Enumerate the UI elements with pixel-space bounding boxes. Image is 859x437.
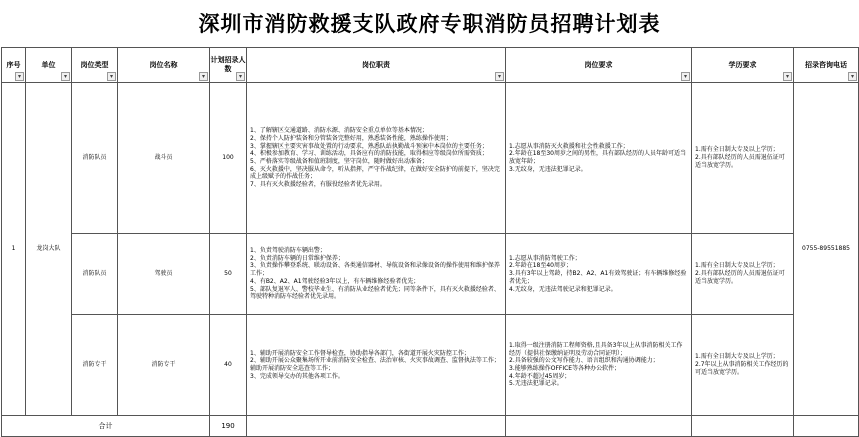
empty-cell[interactable] <box>506 416 692 437</box>
duties-cell[interactable] <box>247 234 506 315</box>
cell-line: 5、部队复退军人、警校毕业生、有消防从业经验者优先；同等条件下，具有灭火救援经验者、驾驶特种消防车经验者优先录用。 <box>250 285 500 301</box>
education-cell[interactable] <box>692 315 794 416</box>
cell-line: 3、负责操作攀登系统、联动设备、各类通信器材、导航设备和录像设备的操作使用和维护保养工作； <box>250 262 500 278</box>
filter-dropdown-icon[interactable]: ▾ <box>15 72 24 81</box>
unit-cell[interactable]: 龙岗大队 <box>26 83 72 416</box>
cell-line: 1、负责驾驶消防车辆出警； <box>250 247 326 255</box>
cell-line: 6、灭火救援中，坚决服从命令，听从指挥，严守作战纪律，在做好安全防护的前提下，坚决完成上级赋予的作战任务； <box>250 165 500 181</box>
cell-line: 2、辅助开展公众聚集场所开业前消防安全检查、法治审核、火灾事故调查、监督执法等工作；辅助开展消防安全巡查等工作； <box>250 357 500 372</box>
col-header-requirements[interactable]: 岗位要求 ▾ <box>506 48 692 83</box>
total-count-cell[interactable]: 190 <box>210 416 247 437</box>
count-cell[interactable]: 100 <box>210 83 247 234</box>
recruitment-table <box>1 47 859 437</box>
page-title: 深圳市消防救援支队政府专职消防员招聘计划表 <box>198 11 661 36</box>
total-label-cell[interactable]: 合计 <box>2 416 210 437</box>
cell-line: 2、保持个人防护装备和分管装备完整好用，熟悉装备性能，熟练操作使用； <box>250 134 452 142</box>
col-header-unit[interactable]: 单位 ▾ <box>26 48 72 83</box>
cell-line: 1.需有全日制大专及以上学历； <box>695 353 779 361</box>
col-header-name[interactable]: 岗位名称 ▾ <box>118 48 210 83</box>
table-row <box>2 83 859 234</box>
table-row <box>2 234 859 315</box>
filter-dropdown-icon[interactable]: ▾ <box>199 72 208 81</box>
empty-cell[interactable] <box>692 416 794 437</box>
seq-cell[interactable]: 1 <box>2 83 26 416</box>
cell-line: 4.无纹身，无违法驾驶记录和犯罪记录。 <box>509 285 617 293</box>
post-name-cell[interactable]: 驾驶员 <box>118 234 210 315</box>
filter-dropdown-icon[interactable]: ▾ <box>783 72 792 81</box>
cell-line: 2.年龄在18至30周岁之间的男性，具有部队经历的人员年龄可适当放宽年龄； <box>509 150 686 165</box>
col-header-phone[interactable]: 招录咨询电话 ▾ <box>794 48 859 83</box>
cell-line: 1.志愿从事消防灭火救援和社会性救援工作； <box>509 142 629 150</box>
col-header-type[interactable]: 岗位类型 ▾ <box>72 48 118 83</box>
col-header-count[interactable]: 计划招录人数 ▾ <box>210 48 247 83</box>
count-cell[interactable]: 40 <box>210 315 247 416</box>
cell-line: 2.年龄在18至40周岁； <box>509 262 572 270</box>
duties-cell[interactable] <box>247 83 506 234</box>
empty-cell[interactable] <box>794 416 859 437</box>
type-cell[interactable]: 消防队员 <box>72 234 118 315</box>
requirements-cell[interactable] <box>506 234 692 315</box>
cell-line: 4.年龄不超过45周岁； <box>509 372 571 380</box>
education-cell[interactable] <box>692 83 794 234</box>
cell-line: 5、严格落实等级战备和值班制度，坚守岗位，随时做好出动准备； <box>250 158 428 165</box>
education-cell[interactable] <box>692 234 794 315</box>
total-row <box>2 416 859 437</box>
post-name-cell[interactable]: 战斗员 <box>118 83 210 234</box>
cell-line: 2.7年以上从事消防相关工作经历的可适当放宽学历。 <box>695 361 789 376</box>
filter-dropdown-icon[interactable]: ▾ <box>236 72 245 81</box>
filter-dropdown-icon[interactable]: ▾ <box>681 72 690 81</box>
table-row <box>2 315 859 416</box>
empty-cell[interactable] <box>247 416 506 437</box>
cell-line: 3.无纹身，无违法犯罪记录。 <box>509 165 587 173</box>
cell-line: 2、负责消防车辆的日常维护保养； <box>250 254 344 262</box>
cell-line: 1.需有全日制大专及以上学历； <box>695 262 779 270</box>
col-header-duties[interactable]: 岗位职责 ▾ <box>247 48 506 83</box>
cell-line: 2.具有部队经历的人员需退伍证可适当放宽学历。 <box>695 154 785 169</box>
cell-line: 2.具有部队经历的人员需退伍证可适当放宽学历。 <box>695 270 785 285</box>
cell-line: 3、掌握辖区主要灾害事故处置的行动要求，熟悉队站执勤战斗预案中本岗位的主要任务； <box>250 142 488 150</box>
type-cell[interactable]: 消防队员 <box>72 83 118 234</box>
header-row <box>2 48 859 83</box>
cell-line: 1.取得一级注册消防工程师资格,且具备3年以上从事消防相关工作经历（提供社保缴纳证明及劳动合同证明）； <box>509 341 683 357</box>
col-header-education[interactable]: 学历要求 ▾ <box>692 48 794 83</box>
filter-dropdown-icon[interactable]: ▾ <box>848 72 857 81</box>
cell-line: 1.志愿从事消防驾驶工作； <box>509 254 581 262</box>
filter-dropdown-icon[interactable]: ▾ <box>495 72 504 81</box>
cell-line: 1、辅助开展消防安全工作督导检查，协助指导各部门，各街道开展火灾防控工作； <box>250 349 470 357</box>
cell-line: 7、具有灭火救援经验者，有服役经验者优先录用。 <box>250 181 386 189</box>
cell-line: 2.具备较强的公文写作能力、语言组织和沟通协调能力； <box>509 357 659 365</box>
type-cell[interactable]: 消防专干 <box>72 315 118 416</box>
col-header-seq[interactable]: 序号 ▾ <box>2 48 26 83</box>
cell-line: 4、有B2、A2、A1驾驶经验3年以上，有车辆维修经验者优先； <box>250 277 420 285</box>
cell-line: 3、完成领导交办的其他各项工作。 <box>250 372 344 380</box>
cell-line: 3.具有3年以上驾龄，持B2、A2、A1有效驾驶证；有车辆维修经验者优先； <box>509 270 687 285</box>
cell-line: 5.无违法犯罪记录。 <box>509 380 563 388</box>
filter-dropdown-icon[interactable]: ▾ <box>107 72 116 81</box>
cell-line: 4、积极参加教育、学习、训练活动，具备应有的消防技能，取得相应等级岗位所需资质； <box>250 150 488 158</box>
requirements-cell[interactable] <box>506 83 692 234</box>
cell-line: 1、了解辖区交通道路、消防水源、消防安全重点单位等基本情况； <box>250 127 428 135</box>
filter-dropdown-icon[interactable]: ▾ <box>61 72 70 81</box>
cell-line: 3.能够熟练操作OFFICE等各种办公软件； <box>509 365 621 372</box>
post-name-cell[interactable]: 消防专干 <box>118 315 210 416</box>
phone-cell[interactable]: 0755-89551885 <box>794 83 859 416</box>
cell-line: 1.需有全日制大专及以上学历； <box>695 146 779 154</box>
count-cell[interactable]: 50 <box>210 234 247 315</box>
requirements-cell[interactable] <box>506 315 692 416</box>
duties-cell[interactable] <box>247 315 506 416</box>
